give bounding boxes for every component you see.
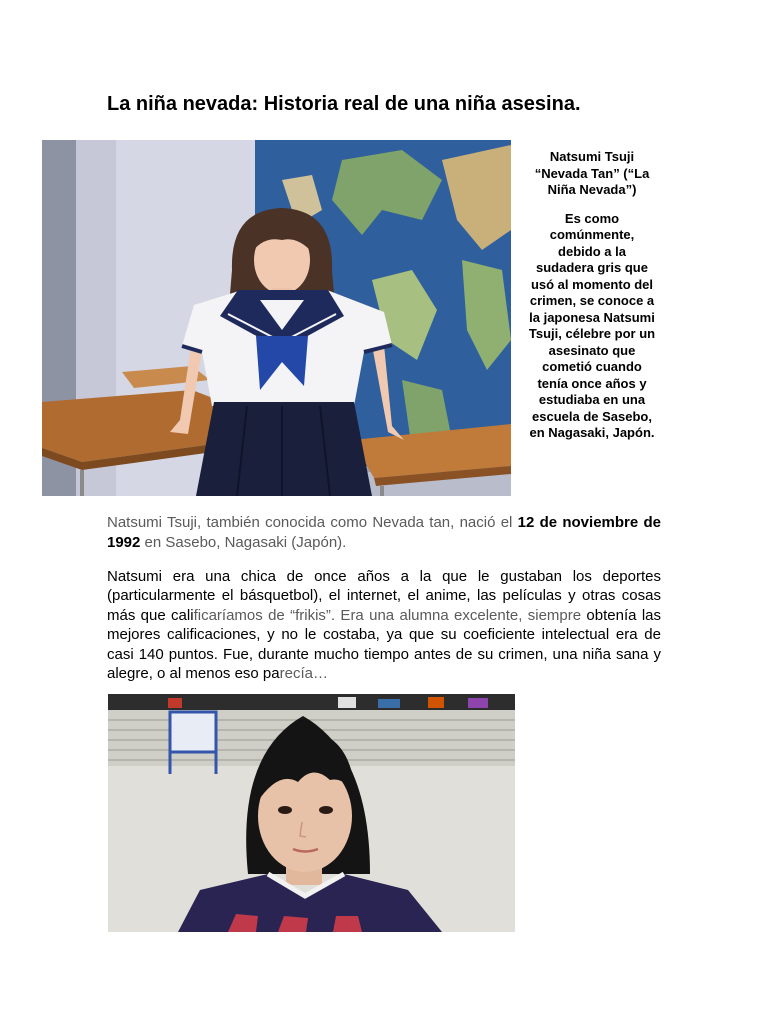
- birth-date: 12 de noviembre de 1992: [107, 514, 661, 551]
- paragraph-text-muted: recía…: [279, 665, 328, 683]
- photo-classroom-image: [42, 140, 511, 496]
- caption-body: [516, 211, 668, 442]
- caption-body-line: sudadera gris que: [536, 260, 648, 275]
- caption-body-line: asesinato que: [548, 342, 636, 358]
- caption-heading: [516, 149, 668, 199]
- paragraph-text: obtenía las mejores calificaciones, y no le costaba, ya que su coeficiente intelectual era de casi 140 puntos. Fue, durante mucho tiempo antes de su crimen, una niña sana y alegre, o al menos eso pa: [107, 606, 661, 683]
- caption-body-line: en Nagasaki, Japón.: [529, 425, 655, 440]
- caption-body-line: cometió cuando: [542, 359, 642, 374]
- paragraph-description: [107, 567, 661, 683]
- page-title: La niña nevada: Historia real de una niña asesina.: [107, 93, 581, 115]
- caption-heading-line: Natsumi Tsuji: [549, 149, 635, 164]
- photo-classroom: [42, 140, 511, 496]
- caption-body-line: la japonesa Natsumi: [529, 309, 655, 325]
- photo-portrait-image: [108, 694, 515, 932]
- caption-body-line: escuela de Sasebo,: [532, 408, 652, 424]
- caption-body-line: debido a la: [558, 243, 626, 259]
- paragraph-birth: [107, 513, 661, 553]
- caption-heading-line: Niña Nevada”): [547, 182, 637, 197]
- caption-body-line: usó al momento del: [530, 276, 654, 292]
- caption-heading-line: “Nevada Tan” (“La: [534, 165, 650, 181]
- caption-body-line: comúnmente,: [549, 227, 635, 242]
- paragraph-text-muted: ficaríamos de “frikis”. Era una alumna excelente, siempre: [193, 606, 582, 624]
- paragraph-text: en Sasebo, Nagasaki (Japón).: [140, 534, 347, 551]
- paragraph-text: Natsumi era una chica de once años a la que le gustaban los deportes (particularmente el básquetbol), el internet, el anime, las películas y otras cosas más que cali: [107, 568, 661, 624]
- caption-body-line: Es como: [564, 210, 620, 226]
- paragraph-text: Natsumi Tsuji, también conocida como Nevada tan, nació el: [107, 514, 518, 531]
- caption-body-line: estudiaba en una: [538, 392, 646, 407]
- caption-body-line: tenía once años y: [537, 375, 647, 391]
- caption-body-line: Tsuji, célebre por un: [528, 326, 656, 341]
- photo-portrait: [108, 694, 515, 932]
- caption-body-line: crimen, se conoce a: [529, 293, 655, 308]
- photo-caption-sidebar: [516, 149, 668, 442]
